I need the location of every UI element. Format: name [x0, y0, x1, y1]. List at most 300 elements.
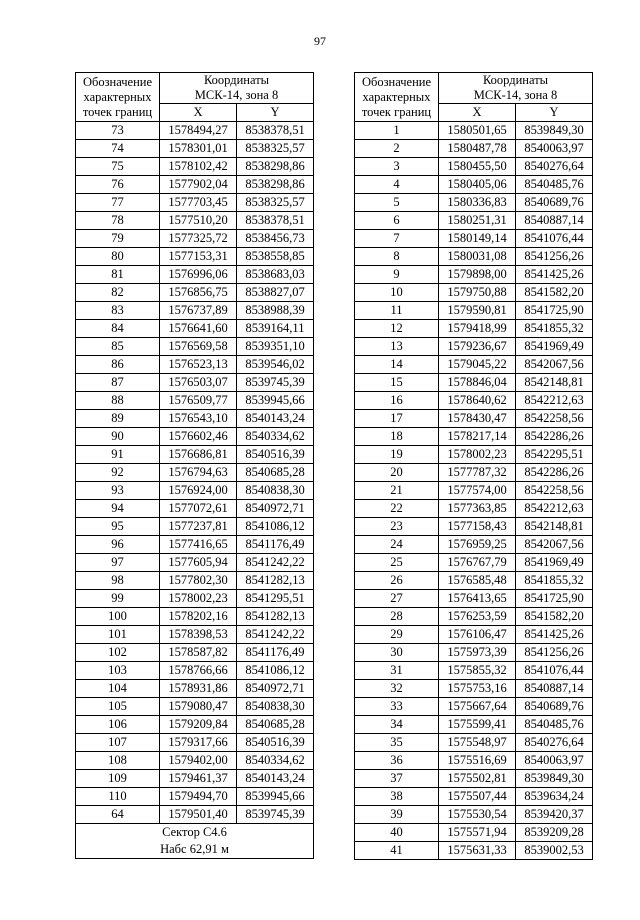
y-coordinate-cell: 8541425,26 — [516, 626, 593, 644]
x-coordinate-cell: 1579317,66 — [160, 734, 237, 752]
y-coordinate-cell: 8541256,26 — [516, 248, 593, 266]
y-coordinate-cell: 8540972,71 — [237, 680, 314, 698]
x-coordinate-cell: 1577703,45 — [160, 194, 237, 212]
point-number-cell: 19 — [355, 446, 439, 464]
table-row — [355, 590, 593, 608]
x-coordinate-cell: 1578202,16 — [160, 608, 237, 626]
table-row — [355, 554, 593, 572]
y-coordinate-cell: 8540838,30 — [237, 698, 314, 716]
point-number-cell: 35 — [355, 734, 439, 752]
table-row — [76, 158, 314, 176]
y-coordinate-cell: 8540276,64 — [516, 734, 593, 752]
table-row — [355, 140, 593, 158]
point-number-cell: 13 — [355, 338, 439, 356]
point-number-cell: 33 — [355, 698, 439, 716]
x-coordinate-cell: 1579898,00 — [439, 266, 516, 284]
y-coordinate-cell: 8541256,26 — [516, 644, 593, 662]
x-coordinate-cell: 1579494,70 — [160, 788, 237, 806]
point-number-cell: 83 — [76, 302, 160, 320]
x-coordinate-cell: 1578002,23 — [160, 590, 237, 608]
x-coordinate-cell: 1578217,14 — [439, 428, 516, 446]
table-row — [76, 446, 314, 464]
x-coordinate-cell: 1577363,85 — [439, 500, 516, 518]
x-coordinate-cell: 1580455,50 — [439, 158, 516, 176]
y-coordinate-cell: 8539164,11 — [237, 320, 314, 338]
table-row — [76, 518, 314, 536]
y-coordinate-cell: 8538456,73 — [237, 230, 314, 248]
table-row — [355, 266, 593, 284]
y-coordinate-cell: 8538325,57 — [237, 140, 314, 158]
table-row — [355, 608, 593, 626]
table-row — [76, 392, 314, 410]
table-row — [355, 176, 593, 194]
coords-title-line: Координаты — [203, 73, 270, 87]
point-number-cell: 89 — [76, 410, 160, 428]
table-row — [355, 734, 593, 752]
x-coordinate-cell: 1579418,99 — [439, 320, 516, 338]
point-number-cell: 40 — [355, 824, 439, 842]
point-number-cell: 17 — [355, 410, 439, 428]
table-row — [76, 266, 314, 284]
y-coordinate-cell: 8540516,39 — [237, 446, 314, 464]
table-row — [76, 680, 314, 698]
point-number-cell: 21 — [355, 482, 439, 500]
table-row — [355, 248, 593, 266]
table-row — [76, 230, 314, 248]
x-coordinate-cell: 1575667,64 — [439, 698, 516, 716]
point-number-cell: 30 — [355, 644, 439, 662]
x-coordinate-cell: 1578587,82 — [160, 644, 237, 662]
point-number-cell: 3 — [355, 158, 439, 176]
point-number-cell: 79 — [76, 230, 160, 248]
x-coordinate-cell: 1576523,13 — [160, 356, 237, 374]
x-coordinate-cell: 1578002,23 — [439, 446, 516, 464]
table-row — [355, 518, 593, 536]
table-row — [76, 410, 314, 428]
y-coordinate-cell: 8542258,56 — [516, 410, 593, 428]
y-coordinate-cell: 8542148,81 — [516, 518, 593, 536]
x-coordinate-cell: 1576959,25 — [439, 536, 516, 554]
point-label-line: Обозначение — [361, 74, 432, 89]
x-coordinate-cell: 1580487,78 — [439, 140, 516, 158]
table-row — [355, 824, 593, 842]
x-coordinate-cell: 1576794,63 — [160, 464, 237, 482]
table-row — [76, 608, 314, 626]
y-column-header: Y — [237, 104, 314, 122]
table-row — [76, 626, 314, 644]
point-number-cell: 106 — [76, 716, 160, 734]
y-coordinate-cell: 8540063,97 — [516, 140, 593, 158]
x-coordinate-cell: 1575973,39 — [439, 644, 516, 662]
table-row — [355, 338, 593, 356]
x-coordinate-cell: 1578301,01 — [160, 140, 237, 158]
table-row — [355, 572, 593, 590]
point-number-cell: 38 — [355, 788, 439, 806]
point-number-cell: 34 — [355, 716, 439, 734]
y-coordinate-cell: 8538988,39 — [237, 302, 314, 320]
table-row — [76, 212, 314, 230]
y-coordinate-cell: 8540485,76 — [516, 716, 593, 734]
x-coordinate-cell: 1579501,40 — [160, 806, 237, 824]
y-coordinate-cell: 8539945,66 — [237, 392, 314, 410]
y-coordinate-cell: 8541725,90 — [516, 302, 593, 320]
y-coordinate-cell: 8540143,24 — [237, 410, 314, 428]
x-coordinate-cell: 1579045,22 — [439, 356, 516, 374]
table-row — [355, 392, 593, 410]
table-row — [76, 320, 314, 338]
table-row — [76, 662, 314, 680]
y-coordinate-cell: 8540972,71 — [237, 500, 314, 518]
point-label-line: точек границ — [361, 104, 432, 119]
x-coordinate-cell: 1576253,59 — [439, 608, 516, 626]
table-row — [76, 140, 314, 158]
x-coordinate-cell: 1575507,44 — [439, 788, 516, 806]
x-coordinate-cell: 1577902,04 — [160, 176, 237, 194]
y-coordinate-cell: 8542148,81 — [516, 374, 593, 392]
x-coordinate-cell: 1575516,69 — [439, 752, 516, 770]
point-number-cell: 9 — [355, 266, 439, 284]
point-number-cell: 107 — [76, 734, 160, 752]
table-row — [76, 464, 314, 482]
point-number-cell: 12 — [355, 320, 439, 338]
y-coordinate-cell: 8541242,22 — [237, 626, 314, 644]
point-label-line: точек границ — [82, 104, 153, 119]
table-row — [355, 698, 593, 716]
y-coordinate-cell: 8538683,03 — [237, 266, 314, 284]
x-coordinate-cell: 1577510,20 — [160, 212, 237, 230]
y-coordinate-cell: 8541076,44 — [516, 662, 593, 680]
y-coordinate-cell: 8541086,12 — [237, 662, 314, 680]
y-coordinate-cell: 8541582,20 — [516, 284, 593, 302]
x-coordinate-cell: 1580031,08 — [439, 248, 516, 266]
table-row — [76, 176, 314, 194]
coords-title-header — [439, 73, 593, 104]
table-row — [355, 374, 593, 392]
x-coordinate-cell: 1577325,72 — [160, 230, 237, 248]
point-number-cell: 5 — [355, 194, 439, 212]
table-row — [355, 230, 593, 248]
table-row — [355, 302, 593, 320]
table-row — [76, 500, 314, 518]
table-row — [76, 302, 314, 320]
point-number-cell: 94 — [76, 500, 160, 518]
table-row — [76, 806, 314, 824]
x-coordinate-cell: 1578931,86 — [160, 680, 237, 698]
table-body — [355, 122, 593, 860]
y-coordinate-cell: 8538378,51 — [237, 212, 314, 230]
x-coordinate-cell: 1576996,06 — [160, 266, 237, 284]
point-number-cell: 101 — [76, 626, 160, 644]
point-number-cell: 98 — [76, 572, 160, 590]
x-coordinate-cell: 1575753,16 — [439, 680, 516, 698]
x-coordinate-cell: 1578398,53 — [160, 626, 237, 644]
y-coordinate-cell: 8539745,39 — [237, 374, 314, 392]
x-coordinate-cell: 1579236,67 — [439, 338, 516, 356]
point-number-cell: 28 — [355, 608, 439, 626]
y-coordinate-cell: 8539849,30 — [516, 770, 593, 788]
point-number-cell: 78 — [76, 212, 160, 230]
x-coordinate-cell: 1578494,27 — [160, 122, 237, 140]
y-coordinate-cell: 8542067,56 — [516, 536, 593, 554]
table-row — [76, 284, 314, 302]
page-number: 97 — [314, 34, 326, 48]
y-coordinate-cell: 8541086,12 — [237, 518, 314, 536]
y-coordinate-cell: 8541582,20 — [516, 608, 593, 626]
table-row — [76, 482, 314, 500]
point-number-cell: 29 — [355, 626, 439, 644]
point-number-cell: 110 — [76, 788, 160, 806]
x-column-header: X — [439, 104, 516, 122]
point-number-cell: 14 — [355, 356, 439, 374]
x-coordinate-cell: 1579209,84 — [160, 716, 237, 734]
y-coordinate-cell: 8539002,53 — [516, 842, 593, 860]
table-header — [355, 73, 593, 122]
table-row — [76, 338, 314, 356]
coords-title-header — [160, 73, 314, 104]
x-coordinate-cell: 1576509,77 — [160, 392, 237, 410]
x-coordinate-cell: 1577802,30 — [160, 572, 237, 590]
point-number-cell: 2 — [355, 140, 439, 158]
table-header — [76, 73, 314, 122]
point-number-cell: 95 — [76, 518, 160, 536]
point-number-cell: 75 — [76, 158, 160, 176]
y-coordinate-cell: 8541076,44 — [516, 230, 593, 248]
point-number-cell: 27 — [355, 590, 439, 608]
table-row — [355, 320, 593, 338]
y-coordinate-cell: 8542286,26 — [516, 428, 593, 446]
point-number-cell: 31 — [355, 662, 439, 680]
point-number-cell: 76 — [76, 176, 160, 194]
table-body — [76, 122, 314, 824]
point-number-cell: 64 — [76, 806, 160, 824]
point-number-cell: 99 — [76, 590, 160, 608]
x-coordinate-cell: 1577574,00 — [439, 482, 516, 500]
point-number-cell: 18 — [355, 428, 439, 446]
y-coordinate-cell: 8540334,62 — [237, 752, 314, 770]
x-coordinate-cell: 1576503,07 — [160, 374, 237, 392]
point-number-cell: 92 — [76, 464, 160, 482]
point-number-cell: 105 — [76, 698, 160, 716]
coords-title-line: Координаты — [482, 73, 549, 87]
point-number-cell: 8 — [355, 248, 439, 266]
point-number-cell: 104 — [76, 680, 160, 698]
point-number-cell: 85 — [76, 338, 160, 356]
x-coordinate-cell: 1580149,14 — [439, 230, 516, 248]
point-number-cell: 6 — [355, 212, 439, 230]
coordinates-table-left — [75, 72, 314, 859]
point-number-cell: 77 — [76, 194, 160, 212]
y-coordinate-cell: 8538298,86 — [237, 158, 314, 176]
y-coordinate-cell: 8541176,49 — [237, 536, 314, 554]
x-coordinate-cell: 1580501,65 — [439, 122, 516, 140]
table-row — [355, 536, 593, 554]
y-coordinate-cell: 8539745,39 — [237, 806, 314, 824]
table-row — [355, 410, 593, 428]
table-row — [355, 842, 593, 860]
x-coordinate-cell: 1577787,32 — [439, 464, 516, 482]
x-coordinate-cell: 1576641,60 — [160, 320, 237, 338]
y-coordinate-cell: 8539351,10 — [237, 338, 314, 356]
x-coordinate-cell: 1575599,41 — [439, 716, 516, 734]
table-row — [355, 806, 593, 824]
table-row — [355, 644, 593, 662]
table-row — [76, 572, 314, 590]
x-coordinate-cell: 1578102,42 — [160, 158, 237, 176]
y-coordinate-cell: 8540143,24 — [237, 770, 314, 788]
point-number-cell: 97 — [76, 554, 160, 572]
point-number-cell: 20 — [355, 464, 439, 482]
point-label-line: характерных — [83, 89, 152, 104]
point-number-cell: 23 — [355, 518, 439, 536]
x-coordinate-cell: 1580405,06 — [439, 176, 516, 194]
y-coordinate-cell: 8541969,49 — [516, 554, 593, 572]
y-coordinate-cell: 8540685,28 — [237, 716, 314, 734]
y-coordinate-cell: 8539420,37 — [516, 806, 593, 824]
table-row — [76, 716, 314, 734]
x-coordinate-cell: 1577237,81 — [160, 518, 237, 536]
y-coordinate-cell: 8539849,30 — [516, 122, 593, 140]
y-coordinate-cell: 8542067,56 — [516, 356, 593, 374]
x-coordinate-cell: 1576767,79 — [439, 554, 516, 572]
x-coordinate-cell: 1578640,62 — [439, 392, 516, 410]
y-coordinate-cell: 8540689,76 — [516, 698, 593, 716]
y-coordinate-cell: 8541969,49 — [516, 338, 593, 356]
y-coordinate-cell: 8538298,86 — [237, 176, 314, 194]
y-coordinate-cell: 8542212,63 — [516, 500, 593, 518]
x-coordinate-cell: 1580251,31 — [439, 212, 516, 230]
point-number-cell: 39 — [355, 806, 439, 824]
table-row — [355, 752, 593, 770]
table-row — [355, 158, 593, 176]
point-number-cell: 88 — [76, 392, 160, 410]
y-coordinate-cell: 8541282,13 — [237, 608, 314, 626]
x-coordinate-cell: 1579402,00 — [160, 752, 237, 770]
point-number-cell: 32 — [355, 680, 439, 698]
y-coordinate-cell: 8538325,57 — [237, 194, 314, 212]
y-coordinate-cell: 8541242,22 — [237, 554, 314, 572]
table-row — [355, 680, 593, 698]
y-coordinate-cell: 8541855,32 — [516, 572, 593, 590]
y-coordinate-cell: 8539945,66 — [237, 788, 314, 806]
x-coordinate-cell: 1576585,48 — [439, 572, 516, 590]
x-coordinate-cell: 1576543,10 — [160, 410, 237, 428]
y-coordinate-cell: 8541855,32 — [516, 320, 593, 338]
y-coordinate-cell: 8542258,56 — [516, 482, 593, 500]
x-coordinate-cell: 1576106,47 — [439, 626, 516, 644]
point-number-cell: 4 — [355, 176, 439, 194]
point-number-cell: 93 — [76, 482, 160, 500]
coords-title-line: МСК-14, зона 8 — [473, 88, 558, 102]
table-row — [355, 446, 593, 464]
table-row — [76, 788, 314, 806]
point-number-cell: 84 — [76, 320, 160, 338]
point-number-cell: 41 — [355, 842, 439, 860]
table-row — [76, 698, 314, 716]
point-number-cell: 16 — [355, 392, 439, 410]
point-number-cell: 26 — [355, 572, 439, 590]
point-label-line: Обозначение — [82, 74, 153, 89]
point-number-cell: 24 — [355, 536, 439, 554]
x-coordinate-cell: 1578430,47 — [439, 410, 516, 428]
point-number-cell: 90 — [76, 428, 160, 446]
table-row — [355, 122, 593, 140]
y-coordinate-cell: 8538827,07 — [237, 284, 314, 302]
sector-footer — [76, 824, 314, 859]
table-row — [355, 716, 593, 734]
table-row — [355, 194, 593, 212]
y-column-header: Y — [516, 104, 593, 122]
y-coordinate-cell: 8540887,14 — [516, 212, 593, 230]
table-row — [76, 590, 314, 608]
table-row — [76, 752, 314, 770]
point-number-cell: 7 — [355, 230, 439, 248]
point-label-line: характерных — [362, 89, 431, 104]
point-number-cell: 96 — [76, 536, 160, 554]
point-number-cell: 15 — [355, 374, 439, 392]
table-row — [355, 284, 593, 302]
y-coordinate-cell: 8542212,63 — [516, 392, 593, 410]
point-number-cell: 82 — [76, 284, 160, 302]
x-coordinate-cell: 1576602,46 — [160, 428, 237, 446]
table-row — [76, 194, 314, 212]
table-row — [355, 662, 593, 680]
point-number-cell: 22 — [355, 500, 439, 518]
y-coordinate-cell: 8541282,13 — [237, 572, 314, 590]
point-number-cell: 80 — [76, 248, 160, 266]
y-coordinate-cell: 8538558,85 — [237, 248, 314, 266]
x-coordinate-cell: 1576856,75 — [160, 284, 237, 302]
y-coordinate-cell: 8541176,49 — [237, 644, 314, 662]
table-row — [355, 464, 593, 482]
table-row — [355, 482, 593, 500]
y-coordinate-cell: 8539209,28 — [516, 824, 593, 842]
x-coordinate-cell: 1576413,65 — [439, 590, 516, 608]
x-coordinate-cell: 1579080,47 — [160, 698, 237, 716]
y-coordinate-cell: 8539546,02 — [237, 356, 314, 374]
y-coordinate-cell: 8542286,26 — [516, 464, 593, 482]
table-row — [76, 248, 314, 266]
table-row — [76, 122, 314, 140]
point-number-cell: 37 — [355, 770, 439, 788]
table-row — [76, 770, 314, 788]
x-coordinate-cell: 1579461,37 — [160, 770, 237, 788]
x-coordinate-cell: 1576686,81 — [160, 446, 237, 464]
table-row — [76, 374, 314, 392]
x-coordinate-cell: 1578846,04 — [439, 374, 516, 392]
x-coordinate-cell: 1575571,94 — [439, 824, 516, 842]
y-coordinate-cell: 8541295,51 — [237, 590, 314, 608]
x-coordinate-cell: 1577072,61 — [160, 500, 237, 518]
point-number-cell: 108 — [76, 752, 160, 770]
x-coordinate-cell: 1577416,65 — [160, 536, 237, 554]
y-coordinate-cell: 8540485,76 — [516, 176, 593, 194]
table-row — [355, 428, 593, 446]
x-coordinate-cell: 1576737,89 — [160, 302, 237, 320]
point-number-cell: 73 — [76, 122, 160, 140]
y-coordinate-cell: 8539634,24 — [516, 788, 593, 806]
x-coordinate-cell: 1579750,88 — [439, 284, 516, 302]
point-number-cell: 103 — [76, 662, 160, 680]
y-coordinate-cell: 8538378,51 — [237, 122, 314, 140]
point-number-cell: 10 — [355, 284, 439, 302]
y-coordinate-cell: 8540887,14 — [516, 680, 593, 698]
x-column-header: X — [160, 104, 237, 122]
point-number-cell: 109 — [76, 770, 160, 788]
point-number-cell: 100 — [76, 608, 160, 626]
point-number-cell: 25 — [355, 554, 439, 572]
table-row — [355, 770, 593, 788]
x-coordinate-cell: 1575855,32 — [439, 662, 516, 680]
